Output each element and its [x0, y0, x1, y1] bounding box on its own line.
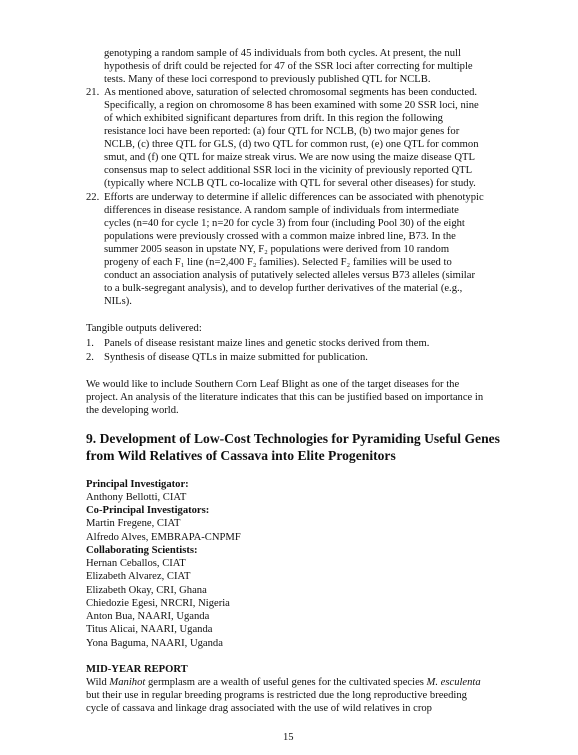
list-number: 1.	[86, 338, 94, 349]
collab-name: Elizabeth Alvarez, CIAT	[86, 571, 191, 582]
text-line: to a bulk-segregant analysis), and to develop further derivatives of the material (e.g.,	[104, 283, 463, 294]
collab-name: Hernan Ceballos, CIAT	[86, 558, 186, 569]
collab-name: Anton Bua, NAARI, Uganda	[86, 611, 210, 622]
text-line: Efforts are underway to determine if allelic differences can be associated with phenotypic	[104, 192, 484, 203]
section-title: from Wild Relatives of Cassava into Elite Progenitors	[86, 448, 396, 463]
copi-name: Alfredo Alves, EMBRAPA-CNPMF	[86, 532, 241, 543]
text-line: We would like to include Southern Corn Leaf Blight as one of the target diseases for the	[86, 379, 460, 390]
list-number: 2.	[86, 352, 94, 363]
pi-name: Anthony Bellotti, CIAT	[86, 492, 187, 503]
output-item: Synthesis of disease QTLs in maize submitted for publication.	[104, 352, 368, 363]
text-line: progeny of each F₁ line (n=2,400 F₂ families). Selected F₂ families will be used to	[104, 257, 452, 268]
pi-label: Principal Investigator:	[86, 479, 189, 490]
collab-name: Titus Alicai, NAARI, Uganda	[86, 624, 213, 635]
list-number: 22.	[86, 192, 100, 203]
report-text: Wild	[86, 677, 110, 688]
text-line: smut, and (f) one QTL for maize streak virus. We are now using the maize disease QTL	[104, 152, 475, 163]
text-line: As mentioned above, saturation of selected chromosomal segments has been conducted.	[104, 87, 478, 98]
text-line: summer 2005 season in upstate NY, F₂ populations were derived from 10 random	[104, 244, 450, 255]
text-line: the developing world.	[86, 405, 179, 416]
collab-name: Yona Baguma, NAARI, Uganda	[86, 638, 223, 649]
text-line: (typically where NCLB QTL co-localize with QTL for several other diseases) for study.	[104, 178, 476, 189]
text-line: NCLB, (c) three QTL for GLS, (d) two QTL for common rust, (e) one QTL for common	[104, 139, 479, 150]
species-name: M. esculenta	[426, 677, 481, 688]
output-item: Panels of disease resistant maize lines and genetic stocks derived from them.	[104, 338, 430, 349]
text-line: NILs).	[104, 296, 132, 307]
text-line: tests. Many of these loci correspond to previously published QTL for NCLB.	[104, 74, 431, 85]
text-line: consensus map to select additional SSR loci in the vicinity of previously reported QTL	[104, 165, 473, 176]
section-title: 9. Development of Low-Cost Technologies for Pyramiding Useful Genes	[86, 431, 500, 446]
text-line: conduct an association analysis of putatively selected alleles versus B73 alleles (similar	[104, 270, 475, 281]
copi-name: Martin Fregene, CIAT	[86, 518, 181, 529]
outputs-heading: Tangible outputs delivered:	[86, 323, 202, 334]
text-line: Specifically, a region on chromosome 8 has been examined with some 20 SSR loci, nine	[104, 100, 479, 111]
collab-label: Collaborating Scientists:	[86, 545, 198, 556]
text-line: project. An analysis of the literature indicates that this can be justified based on importance in	[86, 392, 484, 403]
text-line: of which exhibited significant departures from drift. In this region the following	[104, 113, 443, 124]
report-text: germplasm are a wealth of useful genes for the cultivated species	[145, 677, 427, 688]
species-name: Manihot	[109, 677, 146, 688]
text-line: populations were previously crossed with a common maize inbred line, B73. In the	[104, 231, 456, 242]
report-line: but their use in regular breeding programs is restricted due the long reproductive breeding	[86, 690, 467, 701]
page-number: 15	[283, 732, 294, 743]
text-line: differences in disease resistance. A random sample of individuals from intermediate	[104, 205, 459, 216]
report-heading: MID-YEAR REPORT	[86, 664, 188, 675]
text-line: hypothesis of drift could be rejected for 47 of the SSR loci after correcting for multiple	[104, 61, 473, 72]
text-line: resistance loci have been reported: (a) four QTL for NCLB, (b) two major genes for	[104, 126, 460, 137]
text-line: genotyping a random sample of 45 individuals from both cycles. At present, the null	[104, 48, 461, 59]
report-line	[86, 676, 481, 689]
copi-label: Co-Principal Investigators:	[86, 505, 210, 516]
collab-name: Chiedozie Egesi, NRCRI, Nigeria	[86, 598, 230, 609]
text-line: cycles (n=40 for cycle 1; n=20 for cycle 3) from four (including Pool 30) of the eight	[104, 218, 465, 229]
collab-name: Elizabeth Okay, CRI, Ghana	[86, 585, 207, 596]
list-number: 21.	[86, 87, 100, 98]
report-line: cycle of cassava and linkage drag associated with the use of wild relatives in crop	[86, 703, 432, 714]
